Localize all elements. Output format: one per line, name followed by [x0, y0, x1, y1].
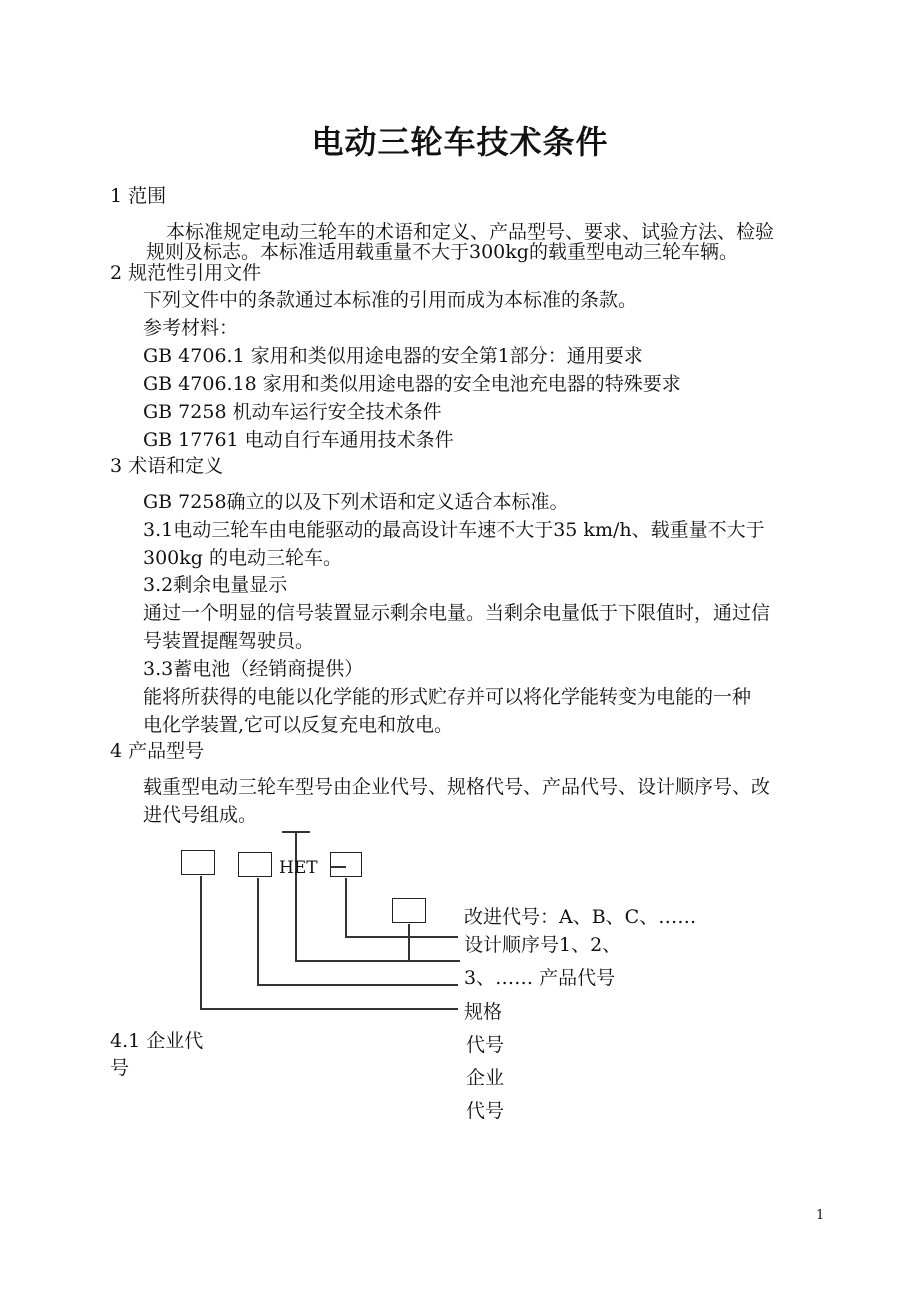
section-2-ref-label: 参考材料： — [143, 317, 239, 339]
dash-mark — [330, 866, 346, 868]
reference-item: GB 4706.1 家用和类似用途电器的安全第1部分：通用要求 — [143, 345, 643, 367]
het-label: HET — [279, 858, 318, 878]
section-2-intro: 下列文件中的条款通过本标准的引用而成为本标准的条款。 — [143, 289, 638, 311]
diagram-label: 改进代号：A、B、C、…… — [464, 906, 697, 928]
enterprise-code-connector-horizontal — [200, 1008, 458, 1010]
section-1-paragraph-line-2: 规则及标志。本标准适用载重量不大于300kg的载重型电动三轮车辆。 — [146, 241, 738, 263]
diagram-label: 规格 — [464, 1001, 503, 1023]
design-sequence-box — [330, 852, 362, 877]
improvement-code-box — [392, 898, 426, 923]
design-sequence-connector-vertical — [345, 878, 347, 937]
design-sequence-connector-horizontal — [345, 936, 458, 938]
section-3-intro: GB 7258确立的以及下列术语和定义适合本标准。 — [143, 491, 569, 513]
section-1-paragraph-line-1: 本标准规定电动三轮车的术语和定义、产品型号、要求、试验方法、检验 — [166, 221, 775, 243]
het-connector-vertical — [295, 831, 297, 961]
definition-3-2-title: 3.2剩余电量显示 — [143, 574, 288, 596]
reference-item: GB 4706.18 家用和类似用途电器的安全电池充电器的特殊要求 — [143, 373, 681, 395]
definition-3-1-line-1: 3.1电动三轮车由电能驱动的最高设计车速不大于35 km/h、载重量不大于 — [143, 519, 765, 541]
definition-3-2-line-1: 通过一个明显的信号装置显示剩余电量。当剩余电量低于下限值时，通过信 — [143, 602, 771, 624]
section-2-heading: 2 规范性引用文件 — [110, 262, 262, 284]
subsection-4-1-line-1: 4.1 企业代 — [110, 1030, 204, 1052]
enterprise-code-box — [181, 850, 215, 875]
diagram-label: 设计顺序号1、2、 — [464, 934, 622, 956]
spec-code-connector-horizontal — [257, 984, 458, 986]
section-4-heading: 4 产品型号 — [110, 740, 205, 762]
definition-3-2-line-2: 号装置提醒驾驶员。 — [143, 630, 315, 652]
section-3-heading: 3 术语和定义 — [110, 455, 224, 477]
diagram-label: 代号 — [466, 1100, 505, 1122]
section-4-paragraph-line-2: 进代号组成。 — [143, 804, 258, 826]
diagram-label: 3、…… 产品代号 — [464, 967, 616, 989]
diagram-label: 代号 — [466, 1034, 505, 1056]
improvement-code-connector-vertical — [408, 924, 410, 961]
section-4-paragraph-line-1: 载重型电动三轮车型号由企业代号、规格代号、产品代号、设计顺序号、改 — [143, 776, 771, 798]
section-1-heading: 1 范围 — [110, 185, 167, 207]
definition-3-1-line-2: 300kg 的电动三轮车。 — [143, 547, 342, 569]
reference-item: GB 17761 电动自行车通用技术条件 — [143, 429, 454, 451]
subsection-4-1-line-2: 号 — [110, 1057, 130, 1079]
diagram-label: 企业 — [466, 1067, 505, 1089]
definition-3-3-line-1: 能将所获得的电能以化学能的形式贮存并可以将化学能转变为电能的一种 — [143, 686, 752, 708]
definition-3-3-title: 3.3蓄电池（经销商提供） — [143, 658, 364, 680]
page-number: 1 — [816, 1208, 825, 1223]
spec-code-box — [238, 852, 272, 877]
improvement-code-connector-horizontal — [408, 960, 460, 962]
reference-item: GB 7258 机动车运行安全技术条件 — [143, 401, 442, 423]
document-title: 电动三轮车技术条件 — [311, 123, 609, 161]
spec-code-connector-vertical — [257, 878, 259, 985]
enterprise-code-connector-vertical — [200, 876, 202, 1009]
definition-3-3-line-2: 电化学装置,它可以反复充电和放电。 — [143, 714, 454, 736]
